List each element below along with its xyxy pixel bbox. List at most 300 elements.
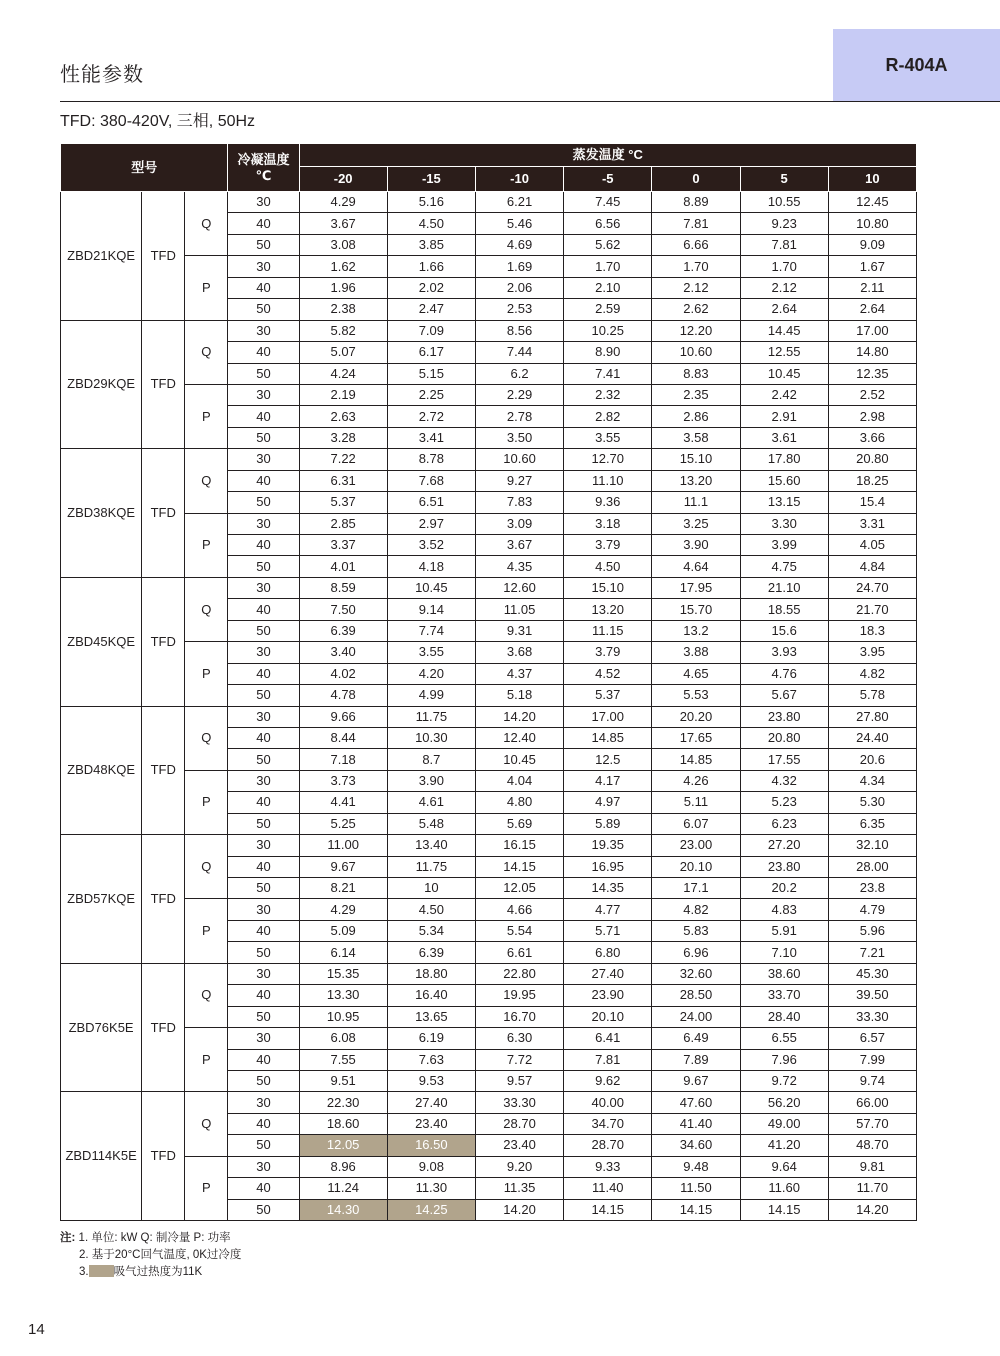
capacity-label: Q bbox=[185, 577, 228, 641]
value-cell: 9.33 bbox=[564, 1156, 652, 1177]
value-cell: 3.37 bbox=[299, 535, 387, 556]
value-cell: 17.00 bbox=[564, 706, 652, 727]
value-cell: 28.40 bbox=[740, 1006, 828, 1027]
condensing-temp: 30 bbox=[228, 577, 299, 598]
value-cell: 5.53 bbox=[652, 685, 740, 706]
header-evaporating-temp: 蒸发温度 °C bbox=[299, 144, 916, 167]
value-cell: 6.41 bbox=[564, 1028, 652, 1049]
performance-table bbox=[60, 143, 917, 1221]
value-cell: 4.99 bbox=[387, 685, 475, 706]
table-row bbox=[61, 642, 917, 663]
condensing-temp: 40 bbox=[228, 985, 299, 1006]
value-cell: 6.55 bbox=[740, 1028, 828, 1049]
table-row bbox=[61, 1156, 917, 1177]
value-cell: 10.55 bbox=[740, 192, 828, 213]
value-cell: 57.70 bbox=[828, 1113, 916, 1134]
condensing-temp: 30 bbox=[228, 1092, 299, 1113]
condensing-temp: 40 bbox=[228, 535, 299, 556]
value-cell: 6.07 bbox=[652, 813, 740, 834]
note-3-number: 3. bbox=[79, 1266, 89, 1278]
value-cell: 17.1 bbox=[652, 878, 740, 899]
value-cell: 2.64 bbox=[828, 299, 916, 320]
value-cell: 11.35 bbox=[475, 1178, 563, 1199]
page-title: 性能参数 bbox=[60, 64, 144, 86]
condensing-temp: 50 bbox=[228, 620, 299, 641]
capacity-label: Q bbox=[185, 1092, 228, 1156]
table-row bbox=[61, 192, 917, 213]
value-cell: 3.95 bbox=[828, 642, 916, 663]
value-cell: 11.50 bbox=[652, 1178, 740, 1199]
value-cell: 2.06 bbox=[475, 277, 563, 298]
header-evap-temp: -15 bbox=[387, 167, 475, 192]
value-cell: 33.70 bbox=[740, 985, 828, 1006]
value-cell: 11.15 bbox=[564, 620, 652, 641]
condensing-temp: 30 bbox=[228, 449, 299, 470]
value-cell: 4.82 bbox=[828, 663, 916, 684]
value-cell: 11.75 bbox=[387, 706, 475, 727]
value-cell: 16.50 bbox=[387, 1135, 475, 1156]
model-name: ZBD76K5E bbox=[61, 963, 142, 1092]
value-cell: 20.80 bbox=[828, 449, 916, 470]
value-cell: 6.19 bbox=[387, 1028, 475, 1049]
value-cell: 5.07 bbox=[299, 342, 387, 363]
value-cell: 2.86 bbox=[652, 406, 740, 427]
value-cell: 14.30 bbox=[299, 1199, 387, 1220]
value-cell: 8.44 bbox=[299, 727, 387, 748]
value-cell: 4.26 bbox=[652, 770, 740, 791]
value-cell: 15.70 bbox=[652, 599, 740, 620]
condensing-temp: 50 bbox=[228, 299, 299, 320]
value-cell: 8.56 bbox=[475, 320, 563, 341]
value-cell: 19.35 bbox=[564, 835, 652, 856]
value-cell: 7.96 bbox=[740, 1049, 828, 1070]
power-label: P bbox=[185, 384, 228, 448]
value-cell: 11.1 bbox=[652, 492, 740, 513]
value-cell: 10 bbox=[387, 878, 475, 899]
value-cell: 9.31 bbox=[475, 620, 563, 641]
value-cell: 39.50 bbox=[828, 985, 916, 1006]
condensing-temp: 40 bbox=[228, 856, 299, 877]
value-cell: 5.09 bbox=[299, 920, 387, 941]
value-cell: 14.45 bbox=[740, 320, 828, 341]
value-cell: 12.05 bbox=[475, 878, 563, 899]
value-cell: 18.60 bbox=[299, 1113, 387, 1134]
value-cell: 3.58 bbox=[652, 427, 740, 448]
model-name: ZBD29KQE bbox=[61, 320, 142, 449]
value-cell: 11.24 bbox=[299, 1178, 387, 1199]
value-cell: 15.35 bbox=[299, 963, 387, 984]
value-cell: 4.77 bbox=[564, 899, 652, 920]
value-cell: 6.96 bbox=[652, 942, 740, 963]
value-cell: 4.65 bbox=[652, 663, 740, 684]
condensing-temp: 50 bbox=[228, 749, 299, 770]
power-supply-subtitle: TFD: 380-420V, 三相, 50Hz bbox=[60, 113, 256, 130]
value-cell: 3.93 bbox=[740, 642, 828, 663]
value-cell: 15.6 bbox=[740, 620, 828, 641]
condensing-temp: 40 bbox=[228, 1049, 299, 1070]
value-cell: 2.12 bbox=[652, 277, 740, 298]
value-cell: 10.60 bbox=[652, 342, 740, 363]
value-cell: 4.29 bbox=[299, 192, 387, 213]
value-cell: 4.80 bbox=[475, 792, 563, 813]
condensing-temp: 50 bbox=[228, 492, 299, 513]
value-cell: 2.32 bbox=[564, 384, 652, 405]
condensing-temp: 40 bbox=[228, 1178, 299, 1199]
value-cell: 22.80 bbox=[475, 963, 563, 984]
value-cell: 8.90 bbox=[564, 342, 652, 363]
value-cell: 6.49 bbox=[652, 1028, 740, 1049]
value-cell: 23.80 bbox=[740, 706, 828, 727]
value-cell: 9.62 bbox=[564, 1070, 652, 1091]
value-cell: 15.10 bbox=[652, 449, 740, 470]
value-cell: 11.10 bbox=[564, 470, 652, 491]
model-name: ZBD45KQE bbox=[61, 577, 142, 706]
value-cell: 33.30 bbox=[828, 1006, 916, 1027]
condensing-temp: 50 bbox=[228, 556, 299, 577]
value-cell: 12.05 bbox=[299, 1135, 387, 1156]
value-cell: 5.30 bbox=[828, 792, 916, 813]
value-cell: 9.23 bbox=[740, 213, 828, 234]
value-cell: 9.51 bbox=[299, 1070, 387, 1091]
value-cell: 3.55 bbox=[387, 642, 475, 663]
value-cell: 4.61 bbox=[387, 792, 475, 813]
value-cell: 17.65 bbox=[652, 727, 740, 748]
value-cell: 3.90 bbox=[652, 535, 740, 556]
value-cell: 2.38 bbox=[299, 299, 387, 320]
voltage-code: TFD bbox=[142, 706, 185, 835]
condensing-temp: 30 bbox=[228, 706, 299, 727]
value-cell: 45.30 bbox=[828, 963, 916, 984]
value-cell: 7.63 bbox=[387, 1049, 475, 1070]
power-label: P bbox=[185, 1028, 228, 1092]
capacity-label: Q bbox=[185, 835, 228, 899]
value-cell: 15.10 bbox=[564, 577, 652, 598]
table-row bbox=[61, 256, 917, 277]
value-cell: 5.37 bbox=[564, 685, 652, 706]
value-cell: 7.10 bbox=[740, 942, 828, 963]
value-cell: 56.20 bbox=[740, 1092, 828, 1113]
value-cell: 6.39 bbox=[299, 620, 387, 641]
value-cell: 12.20 bbox=[652, 320, 740, 341]
capacity-label: Q bbox=[185, 963, 228, 1027]
value-cell: 14.35 bbox=[564, 878, 652, 899]
value-cell: 27.40 bbox=[387, 1092, 475, 1113]
value-cell: 5.67 bbox=[740, 685, 828, 706]
condensing-temp: 30 bbox=[228, 1028, 299, 1049]
value-cell: 3.68 bbox=[475, 642, 563, 663]
value-cell: 16.95 bbox=[564, 856, 652, 877]
value-cell: 5.62 bbox=[564, 234, 652, 255]
value-cell: 10.60 bbox=[475, 449, 563, 470]
condensing-temp: 40 bbox=[228, 663, 299, 684]
value-cell: 7.41 bbox=[564, 363, 652, 384]
value-cell: 20.6 bbox=[828, 749, 916, 770]
value-cell: 7.50 bbox=[299, 599, 387, 620]
value-cell: 12.60 bbox=[475, 577, 563, 598]
value-cell: 40.00 bbox=[564, 1092, 652, 1113]
value-cell: 4.29 bbox=[299, 899, 387, 920]
value-cell: 4.76 bbox=[740, 663, 828, 684]
value-cell: 28.00 bbox=[828, 856, 916, 877]
value-cell: 4.52 bbox=[564, 663, 652, 684]
condensing-temp: 30 bbox=[228, 963, 299, 984]
value-cell: 13.20 bbox=[652, 470, 740, 491]
capacity-label: Q bbox=[185, 192, 228, 256]
value-cell: 6.23 bbox=[740, 813, 828, 834]
value-cell: 2.63 bbox=[299, 406, 387, 427]
value-cell: 6.14 bbox=[299, 942, 387, 963]
table-row bbox=[61, 577, 917, 598]
condensing-temp: 40 bbox=[228, 213, 299, 234]
value-cell: 9.48 bbox=[652, 1156, 740, 1177]
value-cell: 8.7 bbox=[387, 749, 475, 770]
model-name: ZBD57KQE bbox=[61, 835, 142, 964]
value-cell: 4.04 bbox=[475, 770, 563, 791]
table-row bbox=[61, 835, 917, 856]
value-cell: 4.35 bbox=[475, 556, 563, 577]
value-cell: 12.35 bbox=[828, 363, 916, 384]
table-row bbox=[61, 1028, 917, 1049]
note-3: 吸气过热度为11K bbox=[113, 1266, 203, 1278]
condensing-temp: 50 bbox=[228, 234, 299, 255]
value-cell: 4.50 bbox=[387, 899, 475, 920]
value-cell: 4.50 bbox=[564, 556, 652, 577]
value-cell: 14.20 bbox=[475, 706, 563, 727]
value-cell: 3.41 bbox=[387, 427, 475, 448]
value-cell: 13.15 bbox=[740, 492, 828, 513]
highlight-swatch bbox=[89, 1265, 114, 1277]
value-cell: 3.25 bbox=[652, 513, 740, 534]
header-model: 型号 bbox=[61, 144, 228, 192]
value-cell: 11.05 bbox=[475, 599, 563, 620]
condensing-temp: 30 bbox=[228, 835, 299, 856]
value-cell: 9.72 bbox=[740, 1070, 828, 1091]
value-cell: 2.02 bbox=[387, 277, 475, 298]
voltage-code: TFD bbox=[142, 449, 185, 578]
value-cell: 11.30 bbox=[387, 1178, 475, 1199]
value-cell: 41.20 bbox=[740, 1135, 828, 1156]
value-cell: 3.79 bbox=[564, 642, 652, 663]
value-cell: 28.50 bbox=[652, 985, 740, 1006]
voltage-code: TFD bbox=[142, 320, 185, 449]
value-cell: 2.25 bbox=[387, 384, 475, 405]
value-cell: 2.53 bbox=[475, 299, 563, 320]
value-cell: 6.80 bbox=[564, 942, 652, 963]
value-cell: 9.09 bbox=[828, 234, 916, 255]
value-cell: 2.42 bbox=[740, 384, 828, 405]
value-cell: 6.08 bbox=[299, 1028, 387, 1049]
value-cell: 11.70 bbox=[828, 1178, 916, 1199]
value-cell: 4.20 bbox=[387, 663, 475, 684]
value-cell: 27.40 bbox=[564, 963, 652, 984]
condensing-temp: 30 bbox=[228, 899, 299, 920]
value-cell: 13.20 bbox=[564, 599, 652, 620]
header-condensing-text: 冷凝温度 ℃ bbox=[237, 151, 290, 183]
value-cell: 18.80 bbox=[387, 963, 475, 984]
value-cell: 7.44 bbox=[475, 342, 563, 363]
value-cell: 14.80 bbox=[828, 342, 916, 363]
value-cell: 41.40 bbox=[652, 1113, 740, 1134]
value-cell: 2.85 bbox=[299, 513, 387, 534]
value-cell: 3.50 bbox=[475, 427, 563, 448]
value-cell: 2.64 bbox=[740, 299, 828, 320]
value-cell: 18.55 bbox=[740, 599, 828, 620]
model-name: ZBD48KQE bbox=[61, 706, 142, 835]
value-cell: 4.78 bbox=[299, 685, 387, 706]
value-cell: 9.08 bbox=[387, 1156, 475, 1177]
value-cell: 4.64 bbox=[652, 556, 740, 577]
value-cell: 3.55 bbox=[564, 427, 652, 448]
refrigerant-label: R-404A bbox=[885, 54, 948, 75]
value-cell: 6.2 bbox=[475, 363, 563, 384]
value-cell: 6.66 bbox=[652, 234, 740, 255]
value-cell: 2.35 bbox=[652, 384, 740, 405]
value-cell: 3.79 bbox=[564, 535, 652, 556]
value-cell: 24.40 bbox=[828, 727, 916, 748]
value-cell: 5.96 bbox=[828, 920, 916, 941]
value-cell: 27.80 bbox=[828, 706, 916, 727]
value-cell: 4.79 bbox=[828, 899, 916, 920]
value-cell: 9.74 bbox=[828, 1070, 916, 1091]
value-cell: 3.90 bbox=[387, 770, 475, 791]
value-cell: 6.39 bbox=[387, 942, 475, 963]
value-cell: 8.21 bbox=[299, 878, 387, 899]
condensing-temp: 50 bbox=[228, 1006, 299, 1027]
value-cell: 20.80 bbox=[740, 727, 828, 748]
condensing-temp: 30 bbox=[228, 642, 299, 663]
value-cell: 4.83 bbox=[740, 899, 828, 920]
notes bbox=[60, 1230, 241, 1281]
voltage-code: TFD bbox=[142, 963, 185, 1092]
value-cell: 20.10 bbox=[652, 856, 740, 877]
value-cell: 14.15 bbox=[652, 1199, 740, 1220]
note-1: 1. 单位: kW Q: 制冷量 P: 功率 bbox=[78, 1232, 231, 1244]
header-evap-temp: -5 bbox=[564, 167, 652, 192]
header-condensing-temp bbox=[228, 144, 299, 192]
value-cell: 18.25 bbox=[828, 470, 916, 491]
value-cell: 2.97 bbox=[387, 513, 475, 534]
condensing-temp: 50 bbox=[228, 363, 299, 384]
value-cell: 7.22 bbox=[299, 449, 387, 470]
value-cell: 5.16 bbox=[387, 192, 475, 213]
value-cell: 8.78 bbox=[387, 449, 475, 470]
value-cell: 5.46 bbox=[475, 213, 563, 234]
value-cell: 6.31 bbox=[299, 470, 387, 491]
condensing-temp: 40 bbox=[228, 406, 299, 427]
value-cell: 4.84 bbox=[828, 556, 916, 577]
condensing-temp: 50 bbox=[228, 942, 299, 963]
model-name: ZBD38KQE bbox=[61, 449, 142, 578]
power-label: P bbox=[185, 642, 228, 706]
header-evap-temp: 10 bbox=[828, 167, 916, 192]
model-name: ZBD21KQE bbox=[61, 192, 142, 321]
value-cell: 5.11 bbox=[652, 792, 740, 813]
value-cell: 14.85 bbox=[652, 749, 740, 770]
condensing-temp: 50 bbox=[228, 878, 299, 899]
voltage-code: TFD bbox=[142, 1092, 185, 1221]
value-cell: 2.12 bbox=[740, 277, 828, 298]
value-cell: 34.70 bbox=[564, 1113, 652, 1134]
condensing-temp: 50 bbox=[228, 813, 299, 834]
value-cell: 3.99 bbox=[740, 535, 828, 556]
table-row bbox=[61, 513, 917, 534]
header-evap-temp: 0 bbox=[652, 167, 740, 192]
value-cell: 10.80 bbox=[828, 213, 916, 234]
value-cell: 12.55 bbox=[740, 342, 828, 363]
value-cell: 38.60 bbox=[740, 963, 828, 984]
condensing-temp: 50 bbox=[228, 685, 299, 706]
value-cell: 3.18 bbox=[564, 513, 652, 534]
note-2: 2. 基于20°C回气温度, 0K过冷度 bbox=[79, 1249, 242, 1261]
value-cell: 2.52 bbox=[828, 384, 916, 405]
value-cell: 10.45 bbox=[475, 749, 563, 770]
value-cell: 32.10 bbox=[828, 835, 916, 856]
header-divider bbox=[60, 101, 1000, 102]
value-cell: 5.82 bbox=[299, 320, 387, 341]
condensing-temp: 30 bbox=[228, 384, 299, 405]
value-cell: 4.02 bbox=[299, 663, 387, 684]
value-cell: 2.10 bbox=[564, 277, 652, 298]
value-cell: 4.75 bbox=[740, 556, 828, 577]
value-cell: 5.23 bbox=[740, 792, 828, 813]
value-cell: 15.4 bbox=[828, 492, 916, 513]
value-cell: 5.34 bbox=[387, 920, 475, 941]
value-cell: 24.00 bbox=[652, 1006, 740, 1027]
value-cell: 9.67 bbox=[299, 856, 387, 877]
capacity-label: Q bbox=[185, 449, 228, 513]
condensing-temp: 40 bbox=[228, 792, 299, 813]
value-cell: 13.2 bbox=[652, 620, 740, 641]
value-cell: 2.47 bbox=[387, 299, 475, 320]
value-cell: 2.59 bbox=[564, 299, 652, 320]
value-cell: 6.35 bbox=[828, 813, 916, 834]
value-cell: 7.68 bbox=[387, 470, 475, 491]
value-cell: 5.69 bbox=[475, 813, 563, 834]
value-cell: 15.60 bbox=[740, 470, 828, 491]
value-cell: 28.70 bbox=[564, 1135, 652, 1156]
value-cell: 3.09 bbox=[475, 513, 563, 534]
value-cell: 10.45 bbox=[387, 577, 475, 598]
value-cell: 5.18 bbox=[475, 685, 563, 706]
value-cell: 7.74 bbox=[387, 620, 475, 641]
value-cell: 2.19 bbox=[299, 384, 387, 405]
table-row bbox=[61, 449, 917, 470]
value-cell: 4.05 bbox=[828, 535, 916, 556]
value-cell: 16.40 bbox=[387, 985, 475, 1006]
value-cell: 9.36 bbox=[564, 492, 652, 513]
condensing-temp: 40 bbox=[228, 1113, 299, 1134]
condensing-temp: 40 bbox=[228, 342, 299, 363]
value-cell: 21.70 bbox=[828, 599, 916, 620]
value-cell: 4.18 bbox=[387, 556, 475, 577]
value-cell: 5.78 bbox=[828, 685, 916, 706]
capacity-label: Q bbox=[185, 320, 228, 384]
value-cell: 3.08 bbox=[299, 234, 387, 255]
table-row bbox=[61, 899, 917, 920]
value-cell: 4.34 bbox=[828, 770, 916, 791]
value-cell: 9.14 bbox=[387, 599, 475, 620]
value-cell: 13.40 bbox=[387, 835, 475, 856]
value-cell: 5.54 bbox=[475, 920, 563, 941]
value-cell: 5.15 bbox=[387, 363, 475, 384]
value-cell: 23.90 bbox=[564, 985, 652, 1006]
table-row bbox=[61, 384, 917, 405]
value-cell: 11.75 bbox=[387, 856, 475, 877]
value-cell: 14.85 bbox=[564, 727, 652, 748]
value-cell: 11.40 bbox=[564, 1178, 652, 1199]
value-cell: 19.95 bbox=[475, 985, 563, 1006]
value-cell: 27.20 bbox=[740, 835, 828, 856]
